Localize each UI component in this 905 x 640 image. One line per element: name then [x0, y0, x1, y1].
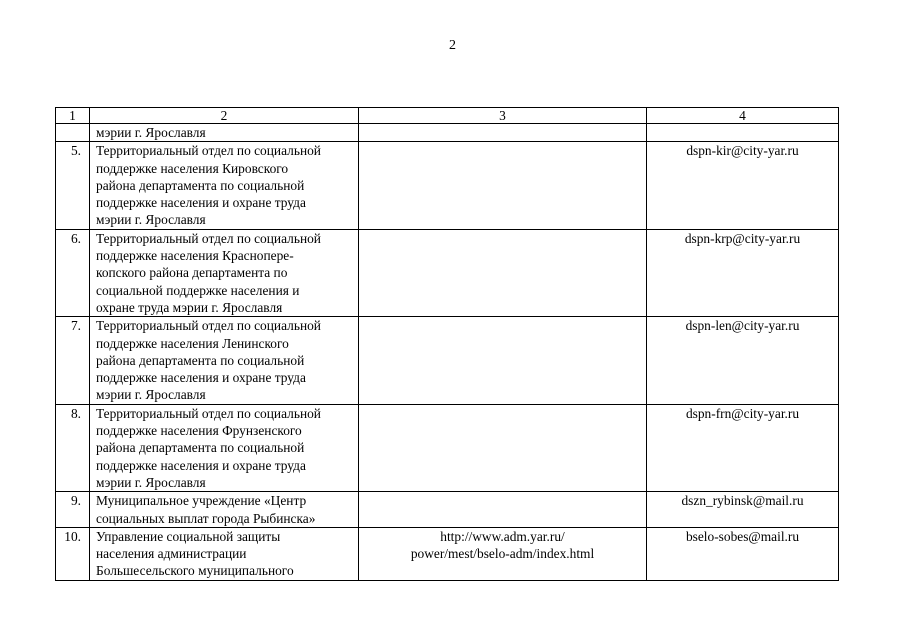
- email-cell: [647, 124, 839, 142]
- row-number-cell: [56, 124, 90, 142]
- row-number-cell: 9.: [56, 492, 90, 528]
- website-cell: [359, 527, 647, 580]
- email-cell: dspn-kir@city-yar.ru: [647, 142, 839, 229]
- organization-name-cell-line: района департамента по социальной: [96, 440, 305, 456]
- website-cell: [359, 317, 647, 404]
- organization-name-cell-line: социальных выплат города Рыбинска»: [96, 510, 316, 526]
- contacts-table: [55, 107, 839, 581]
- website-cell: [359, 229, 647, 316]
- organization-name-cell-line: населения администрации: [96, 546, 247, 562]
- organization-name-cell-line: Территориальный отдел по социальной: [96, 230, 321, 246]
- organization-name-cell: мэрии г. Ярославля: [90, 124, 359, 142]
- row-number-cell: 10.: [56, 527, 90, 580]
- website-cell: [359, 404, 647, 491]
- organization-name-cell-line: Управление социальной защиты: [96, 528, 281, 544]
- row-number-cell: 7.: [56, 317, 90, 404]
- organization-name-cell-line: копского района департамента по: [96, 265, 288, 281]
- column-header-1: 1: [56, 108, 90, 124]
- organization-name-cell-line: Большесельского муниципального: [96, 563, 294, 579]
- table-row: [56, 317, 839, 404]
- column-header-2: 2: [90, 108, 359, 124]
- organization-name-cell-line: поддержке населения Ленинского: [96, 335, 289, 351]
- email-cell: dspn-frn@city-yar.ru: [647, 404, 839, 491]
- table-row: [56, 527, 839, 580]
- organization-name-cell: [90, 527, 359, 580]
- organization-name-cell-line: поддержке населения и охране труда: [96, 195, 306, 211]
- organization-name-cell-line: мэрии г. Ярославля: [96, 474, 206, 490]
- website-cell: [359, 492, 647, 528]
- email-cell: dspn-len@city-yar.ru: [647, 317, 839, 404]
- table-header-row: [56, 108, 839, 124]
- organization-name-cell: [90, 229, 359, 316]
- website-cell-line: power/mest/bselo-adm/index.html: [410, 546, 595, 562]
- table-row: [56, 404, 839, 491]
- organization-name-cell-line: поддержке населения Красноперe-: [96, 248, 294, 264]
- organization-name-cell: [90, 317, 359, 404]
- page-number: 2: [449, 38, 456, 53]
- column-header-4: 4: [647, 108, 839, 124]
- website-cell: [359, 142, 647, 229]
- organization-name-cell-line: Территориальный отдел по социальной: [96, 143, 321, 159]
- organization-name-cell-line: района департамента по социальной: [96, 177, 305, 193]
- column-header-3: 3: [359, 108, 647, 124]
- organization-name-cell: [90, 142, 359, 229]
- organization-name-cell-line: Муниципальное учреждение «Центр: [96, 493, 307, 509]
- email-cell: dspn-krp@city-yar.ru: [647, 229, 839, 316]
- organization-name-cell-line: социальной поддержке населения и: [96, 282, 300, 298]
- organization-name-cell-line: охране труда мэрии г. Ярославля: [96, 299, 283, 315]
- organization-name-cell-line: мэрии г. Ярославля: [96, 212, 206, 228]
- organization-name-cell: [90, 492, 359, 528]
- row-number-cell: 8.: [56, 404, 90, 491]
- table-row-continuation: [56, 124, 839, 142]
- email-cell: dszn_rybinsk@mail.ru: [647, 492, 839, 528]
- organization-name-cell-line: поддержке населения и охране труда: [96, 457, 306, 473]
- website-cell: [359, 124, 647, 142]
- organization-name-cell-line: поддержке населения Кировского: [96, 160, 289, 176]
- table-row: [56, 229, 839, 316]
- email-cell: bselo-sobes@mail.ru: [647, 527, 839, 580]
- organization-name-cell-line: Территориальный отдел по социальной: [96, 405, 321, 421]
- organization-name-cell: [90, 404, 359, 491]
- row-number-cell: 5.: [56, 142, 90, 229]
- row-number-cell: 6.: [56, 229, 90, 316]
- website-cell-line: http://www.adm.yar.ru/: [440, 528, 565, 544]
- organization-name-cell-line: района департамента по социальной: [96, 352, 305, 368]
- organization-name-cell-line: поддержке населения Фрунзенского: [96, 423, 302, 439]
- table-row: [56, 142, 839, 229]
- table-row: [56, 492, 839, 528]
- organization-name-cell-line: Территориальный отдел по социальной: [96, 318, 321, 334]
- organization-name-cell-line: поддержке населения и охране труда: [96, 370, 306, 386]
- organization-name-cell-line: мэрии г. Ярославля: [96, 387, 206, 403]
